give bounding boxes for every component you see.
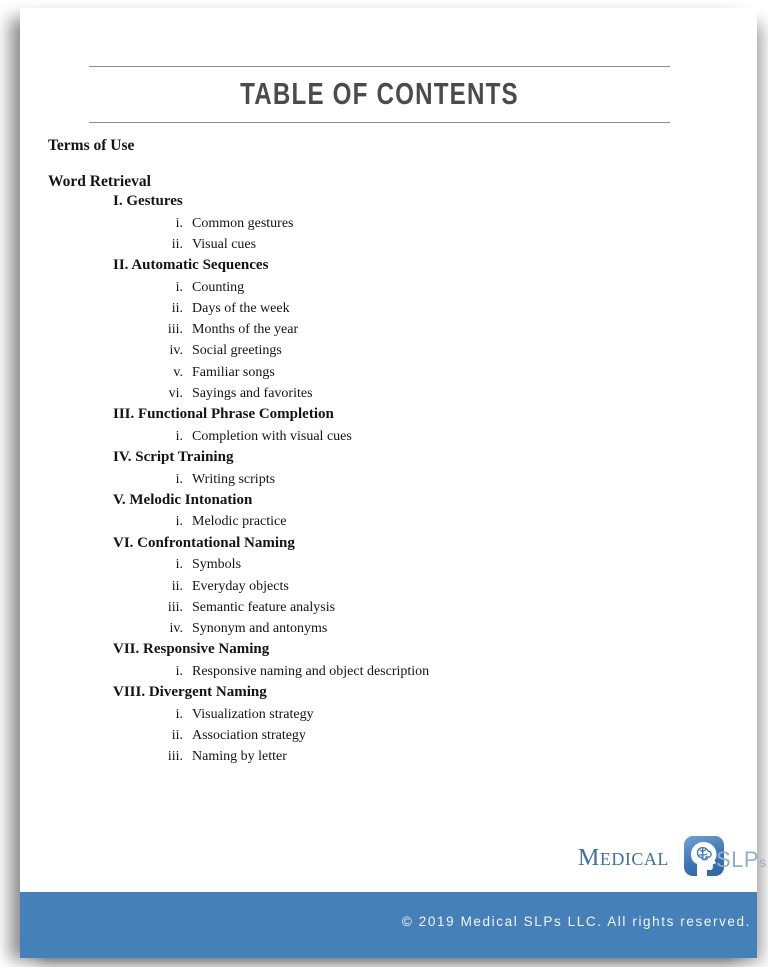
toc-entry-level1[interactable]: III. Functional Phrase Completion [113,406,334,423]
toc-entry-numeral: iii. [167,599,183,615]
table-of-contents [48,136,738,768]
toc-entry-label: Synonym and antonyms [192,621,328,637]
toc-entry-numeral: i. [175,514,183,530]
toc-entry-numeral: iv. [169,621,183,637]
toc-entry-level2[interactable] [48,554,738,575]
toc-entry-label: Familiar songs [192,364,275,380]
toc-entry-level2[interactable] [48,277,738,298]
toc-entry-numeral: i. [175,557,183,573]
toc-entry-level1[interactable]: VIII. Divergent Naming [113,684,267,701]
toc-entry-label: Social greetings [192,343,282,359]
toc-entry-level1[interactable]: II. Automatic Sequences [113,257,269,274]
toc-entry-level2[interactable] [48,618,738,639]
toc-entry-numeral: ii. [171,578,183,594]
document-page [20,8,767,958]
logo-letters-slp: SLP [716,847,760,872]
header-rule-bottom [89,122,670,123]
toc-entry-label: Sayings and favorites [192,386,313,402]
toc-entry-level2[interactable] [48,597,738,618]
toc-entry-label: Association strategy [192,728,306,744]
toc-entry-numeral: ii. [171,728,183,744]
logo-wordmark-medical [578,845,669,872]
toc-entry-level2[interactable] [48,340,738,361]
logo-wordmark-slps [716,847,767,873]
toc-entry-level2[interactable] [48,234,738,255]
toc-entry-label: Counting [192,279,245,295]
logo-letter-m: M [578,845,600,871]
toc-entry-level2[interactable] [48,746,738,767]
toc-entry-numeral: iii. [167,322,183,338]
toc-section-heading[interactable]: Word Retrieval [48,173,151,190]
copyright-text: © 2019 Medical SLPs LLC. All rights reserved. [401,914,751,929]
toc-entry-level1[interactable]: I. Gestures [113,193,183,209]
toc-entry-level2[interactable] [48,469,738,490]
toc-entry-label: Days of the week [192,300,290,316]
toc-entry-numeral: i. [175,428,183,444]
toc-entry-level2[interactable] [48,213,738,234]
toc-entry-label: Visual cues [192,236,257,252]
toc-entry-label: Responsive naming and object description [192,663,430,679]
toc-entry-level1[interactable]: VII. Responsive Naming [113,641,270,658]
toc-entry-label: Everyday objects [192,578,289,594]
toc-entry-label: Writing scripts [192,471,276,487]
toc-entry-numeral: i. [175,279,183,295]
toc-entry-level1[interactable]: V. Melodic Intonation [113,491,253,508]
toc-entry-level2[interactable] [48,383,738,404]
brand-logo [566,836,767,882]
toc-entry-numeral: iii. [167,749,183,765]
toc-entry-label: Common gestures [192,215,294,231]
toc-entry-numeral: v. [173,364,183,380]
toc-section-heading[interactable]: Terms of Use [48,137,135,154]
toc-entry-label: Semantic feature analysis [192,599,336,615]
page-title: TABLE OF CONTENTS [240,76,519,111]
toc-entry-numeral: i. [175,663,183,679]
toc-entry-level2[interactable] [48,319,738,340]
toc-entry-level1[interactable]: VI. Confrontational Naming [113,534,295,551]
toc-entry-label: Visualization strategy [192,706,314,722]
footer-bar [20,892,757,958]
toc-entry-level2[interactable] [48,426,738,447]
toc-entry-numeral: ii. [171,236,183,252]
toc-entry-level2[interactable] [48,576,738,597]
toc-entry-label: Months of the year [192,322,299,338]
toc-entry-level2[interactable] [48,362,738,383]
toc-entry-level1[interactable]: IV. Script Training [113,449,234,466]
toc-entry-numeral: iv. [169,343,183,359]
toc-entry-level2[interactable] [48,704,738,725]
toc-entry-level2[interactable] [48,725,738,746]
toc-entry-level2[interactable] [48,661,738,682]
toc-entry-numeral: i. [175,471,183,487]
document-header [89,66,670,123]
toc-entry-numeral: ii. [171,300,183,316]
logo-letter-s: s [759,854,767,870]
toc-entry-label: Symbols [192,557,242,573]
toc-entry-label: Naming by letter [192,749,287,765]
toc-entry-level2[interactable] [48,298,738,319]
toc-section-gap [48,155,738,172]
toc-entry-numeral: i. [175,706,183,722]
toc-entry-numeral: i. [175,215,183,231]
toc-entry-numeral: vi. [168,386,183,402]
toc-entry-level2[interactable] [48,511,738,532]
toc-entry-label: Completion with visual cues [192,428,352,444]
logo-letters-edical: EDICAL [599,849,669,869]
toc-entry-label: Melodic practice [192,514,287,530]
